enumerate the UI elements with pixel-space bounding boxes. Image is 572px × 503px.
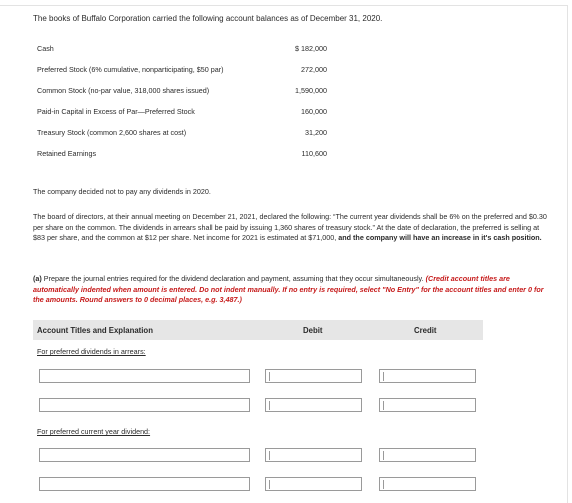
input-divider bbox=[269, 451, 270, 460]
intro-text: The books of Buffalo Corporation carried the following account balances as of December 31, 2020. bbox=[33, 14, 383, 23]
balance-amount: 31,200 bbox=[305, 128, 327, 137]
balance-amount: 272,000 bbox=[301, 65, 327, 74]
balance-label: Treasury Stock (common 2,600 shares at cost) bbox=[37, 128, 187, 137]
balance-row bbox=[37, 86, 327, 98]
input-divider bbox=[269, 480, 270, 489]
account-title-input[interactable] bbox=[39, 369, 250, 383]
header-credit: Credit bbox=[414, 326, 437, 335]
account-title-input[interactable] bbox=[39, 448, 250, 462]
balance-amount: 1,590,000 bbox=[295, 86, 327, 95]
top-divider bbox=[0, 5, 568, 6]
debit-input[interactable] bbox=[265, 398, 362, 412]
debit-input[interactable] bbox=[265, 477, 362, 491]
section-title: For preferred dividends in arrears: bbox=[37, 347, 146, 356]
account-title-input[interactable] bbox=[39, 398, 250, 412]
input-divider bbox=[383, 480, 384, 489]
balance-amount: 160,000 bbox=[301, 107, 327, 116]
balance-label: Paid-in Capital in Excess of Par—Preferred Stock bbox=[37, 107, 195, 116]
balance-amount: 110,600 bbox=[301, 149, 327, 158]
account-title-input[interactable] bbox=[39, 477, 250, 491]
credit-input[interactable] bbox=[379, 398, 476, 412]
right-divider bbox=[567, 5, 568, 503]
balance-row bbox=[37, 128, 327, 140]
question-instructions: (Credit account titles are automatically indented when amount is entered. Do not indent manually. If no entry is required, select "No Entry" for the account titles and enter 0 for the amounts. Round answers to 0 decimal places, e.g. 3,487.) bbox=[33, 274, 544, 304]
no-dividends-text: The company decided not to pay any dividends in 2020. bbox=[33, 187, 211, 196]
balance-row bbox=[37, 44, 327, 56]
balance-label: Cash bbox=[37, 44, 54, 53]
input-divider bbox=[269, 372, 270, 381]
debit-input[interactable] bbox=[265, 369, 362, 383]
balance-row bbox=[37, 149, 327, 161]
journal-table-header bbox=[33, 320, 483, 340]
question-text bbox=[33, 274, 553, 306]
board-bold-text: and the company will have an increase in it's cash position. bbox=[338, 233, 542, 242]
question-part: (a) bbox=[33, 274, 42, 283]
balance-label: Preferred Stock (6% cumulative, nonparticipating, $50 par) bbox=[37, 65, 224, 74]
question-body: Prepare the journal entries required for the dividend declaration and payment, assuming that they occur simultaneously. bbox=[41, 274, 426, 283]
input-divider bbox=[383, 401, 384, 410]
board-paragraph bbox=[33, 212, 553, 244]
balance-label: Retained Earnings bbox=[37, 149, 97, 158]
input-divider bbox=[383, 372, 384, 381]
header-account: Account Titles and Explanation bbox=[37, 326, 153, 335]
board-text: The board of directors, at their annual meeting on December 21, 2021, declared the following: “The current year dividends shall be 6% on the preferred and $0.30 per share on the common. The dividends in arrears shall be paid by issuing 1,360 shares of treasury stock.” At the date of declaration, the preferred is selling at $83 per share, and the common at $12 per share. Net income for 2021 is estimated at $71,000, bbox=[33, 212, 547, 242]
credit-input[interactable] bbox=[379, 477, 476, 491]
balance-amount: $ 182,000 bbox=[295, 44, 327, 53]
credit-input[interactable] bbox=[379, 448, 476, 462]
section-title: For preferred current year dividend: bbox=[37, 427, 151, 436]
input-divider bbox=[269, 401, 270, 410]
debit-input[interactable] bbox=[265, 448, 362, 462]
balance-row bbox=[37, 107, 327, 119]
credit-input[interactable] bbox=[379, 369, 476, 383]
header-debit: Debit bbox=[303, 326, 323, 335]
balance-label: Common Stock (no-par value, 318,000 shares issued) bbox=[37, 86, 210, 95]
balance-row bbox=[37, 65, 327, 77]
input-divider bbox=[383, 451, 384, 460]
